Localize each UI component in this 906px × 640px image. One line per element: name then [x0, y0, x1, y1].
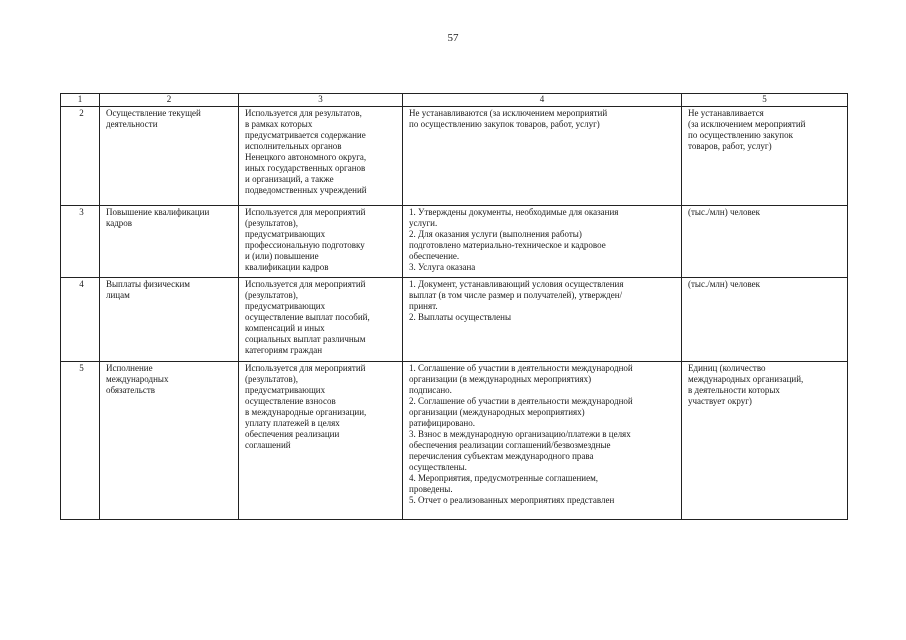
text-line: лицам [106, 290, 130, 300]
text-line: в деятельности которых [688, 385, 780, 395]
text-line: организации (международных мероприятиях) [409, 407, 585, 417]
text-line: международных организаций, [688, 374, 804, 384]
column-header-1: 1 [61, 94, 100, 107]
text-line: международных [106, 374, 169, 384]
text-line: осуществлены. [409, 462, 467, 472]
row-number-cell: 4 [61, 278, 100, 362]
text-line: Не устанавливается [688, 108, 764, 118]
text-line: выплат (в том числе размер и получателей), утвержден/ [409, 290, 623, 300]
text-line: (результатов), [245, 374, 298, 384]
text-line: (результатов), [245, 290, 298, 300]
units-cell [682, 278, 848, 362]
text-line: ратифицировано. [409, 418, 475, 428]
table-row [61, 206, 848, 278]
usage-description-cell [239, 206, 403, 278]
conditions-cell [403, 362, 682, 520]
type-name-cell [100, 107, 239, 206]
text-line: обеспечение. [409, 251, 460, 261]
text-line: предусматривающих [245, 301, 326, 311]
text-line: компенсаций и иных [245, 323, 325, 333]
text-line: 5. Отчет о реализованных мероприятиях представлен [409, 495, 615, 505]
text-line: подведомственных учреждений [245, 185, 367, 195]
text-line: 2. Для оказания услуги (выполнения работы) [409, 229, 582, 239]
text-line: обеспечения реализации соглашений/безвозмездные [409, 440, 611, 450]
text-line: обязательств [106, 385, 156, 395]
text-line: предусматривается содержание [245, 130, 366, 140]
page-number: 57 [447, 32, 459, 44]
type-name-cell [100, 278, 239, 362]
text-line: категориям граждан [245, 345, 323, 355]
units-cell [682, 362, 848, 520]
text-line: Используется для мероприятий [245, 363, 366, 373]
column-header-5: 5 [682, 94, 848, 107]
text-line: и организаций, а также [245, 174, 334, 184]
text-line: Ненецкого автономного округа, [245, 152, 367, 162]
text-line: 3. Услуга оказана [409, 262, 476, 272]
usage-description-cell [239, 362, 403, 520]
text-line: Осуществление текущей [106, 108, 201, 118]
table-row [61, 362, 848, 520]
text-line: исполнительных органов [245, 141, 342, 151]
text-line: подписано. [409, 385, 452, 395]
text-line: уплату платежей в целях [245, 418, 340, 428]
type-name-cell [100, 362, 239, 520]
text-line: квалификации кадров [245, 262, 329, 272]
text-line: Используется для мероприятий [245, 207, 366, 217]
table-body [61, 107, 848, 520]
text-line: Не устанавливаются (за исключением мероприятий [409, 108, 608, 118]
text-line: Используется для мероприятий [245, 279, 366, 289]
text-line: предусматривающих [245, 229, 326, 239]
document-table [60, 93, 848, 520]
text-line: Единиц (количество [688, 363, 766, 373]
text-line: (тыс./млн) человек [688, 207, 761, 217]
conditions-cell [403, 206, 682, 278]
text-line: соглашений [245, 440, 291, 450]
table-row [61, 107, 848, 206]
text-line: предусматривающих [245, 385, 326, 395]
text-line: (тыс./млн) человек [688, 279, 761, 289]
text-line: 2. Выплаты осуществлены [409, 312, 512, 322]
text-line: товаров, работ, услуг) [688, 141, 772, 151]
text-line: деятельности [106, 119, 158, 129]
column-header-4: 4 [403, 94, 682, 107]
units-cell [682, 206, 848, 278]
text-line: 2. Соглашение об участии в деятельности международной [409, 396, 633, 406]
text-line: и (или) повышение [245, 251, 319, 261]
text-line: 4. Мероприятия, предусмотренные соглашением, [409, 473, 599, 483]
text-line: в рамках которых [245, 119, 313, 129]
text-line: принят. [409, 301, 438, 311]
text-line: по осуществлению закупок товаров, работ, услуг) [409, 119, 600, 129]
text-line: организации (в международных мероприятиях) [409, 374, 592, 384]
text-line: проведены. [409, 484, 453, 494]
conditions-cell [403, 278, 682, 362]
column-header-2: 2 [100, 94, 239, 107]
text-line: подготовлено материально-техническое и кадровое [409, 240, 606, 250]
column-header-3: 3 [239, 94, 403, 107]
text-line: Выплаты физическим [106, 279, 190, 289]
text-line: перечисления субъектам международного права [409, 451, 594, 461]
text-line: участвует округ) [688, 396, 752, 406]
text-line: 1. Соглашение об участии в деятельности международной [409, 363, 633, 373]
text-line: 1. Утверждены документы, необходимые для оказания [409, 207, 619, 217]
text-line: 1. Документ, устанавливающий условия осуществления [409, 279, 624, 289]
text-line: Повышение квалификации [106, 207, 210, 217]
text-line: (за исключением мероприятий [688, 119, 806, 129]
text-line: социальных выплат различным [245, 334, 366, 344]
text-line: (результатов), [245, 218, 298, 228]
text-line: обеспечения реализации [245, 429, 340, 439]
text-line: кадров [106, 218, 133, 228]
text-line: иных государственных органов [245, 163, 366, 173]
text-line: Исполнение [106, 363, 153, 373]
text-line: профессиональную подготовку [245, 240, 365, 250]
table-header-row [61, 94, 848, 107]
usage-description-cell [239, 107, 403, 206]
text-line: 3. Взнос в международную организацию/платежи в целях [409, 429, 631, 439]
text-line: услуги. [409, 218, 438, 228]
units-cell [682, 107, 848, 206]
row-number-cell: 5 [61, 362, 100, 520]
text-line: осуществление выплат пособий, [245, 312, 370, 322]
text-line: Используется для результатов, [245, 108, 362, 118]
text-line: осуществление взносов [245, 396, 336, 406]
text-line: по осуществлению закупок [688, 130, 793, 140]
text-line: в международные организации, [245, 407, 367, 417]
usage-description-cell [239, 278, 403, 362]
conditions-cell [403, 107, 682, 206]
row-number-cell: 3 [61, 206, 100, 278]
type-name-cell [100, 206, 239, 278]
table-row [61, 278, 848, 362]
row-number-cell: 2 [61, 107, 100, 206]
